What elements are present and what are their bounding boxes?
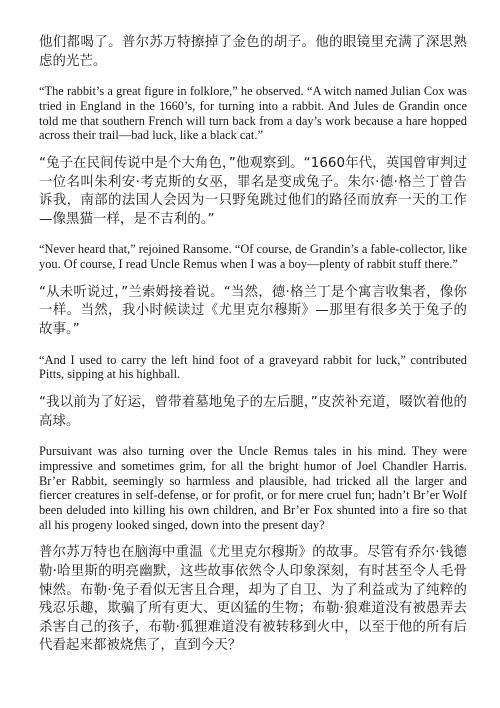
document-page <box>39 34 467 656</box>
paragraph-en-1: “The rabbit’s a great figure in folklore,” he observed. “A witch named Julian Cox was tried in England in the 1660’s, for turning into a rabbit. And Jules de Grandin once told me that southern French will turn back from a day’s work because a hare hopped across their trail—bad luck, like a black cat.” <box>39 84 467 143</box>
paragraph-en-3: “And I used to carry the left hind foot of a graveyard rabbit for luck,” contributed Pitts, sipping at his highball. <box>39 352 467 382</box>
paragraph-zh-5: 普尔苏万特也在脑海中重温《尤里克尔穆斯》的故事。尽管有乔尔·钱德勒·哈里斯的明亮幽默，这些故事依然令人印象深刻，有时甚至令人毛骨悚然。布勒·兔子看似无害且合理，却为了自卫、为了利益或为了纯粹的残忍乐趣，欺骗了所有更大、更凶猛的生物；布勒·狼难道没有被愚弄去杀害自己的孩子，布勒·狐狸难道没有被转移到火中，以至于他的所有后代看起来都被烧焦了，直到今天？ <box>39 545 467 654</box>
paragraph-zh-1: 他们都喝了。普尔苏万特擦掉了金色的胡子。他的眼镜里充满了深思熟虑的光芒。 <box>39 35 467 69</box>
paragraph-en-2: “Never heard that,” rejoined Ransome. “Of course, de Grandin’s a fable-collector, like you. Of course, I read Uncle Remus when I was a boy—plenty of rabbit stuff there.” <box>39 242 467 272</box>
paragraph-en-4: Pursuivant was also turning over the Uncle Remus tales in his mind. They were impressive and sometimes grim, for all the bright humor of Joel Chandler Harris. Br’er Rabbit, seemingly so harmless and plausible, had tricked all the larger and fiercer creatures in self-defense, or for profit, or for mere cruel fun; hadn’t Br’er Wolf been deluded into killing his own children, and Br’er Fox shunted into a fire so that all his progeny looked singed, down into the present day? <box>39 444 467 532</box>
paragraph-zh-3: “从未听说过，”兰索姆接着说。“当然，德·格兰丁是个寓言收集者，像你一样。当然，我小时候读过《尤里克尔穆斯》—那里有很多关于兔子的故事。” <box>39 284 467 337</box>
paragraph-zh-4: “我以前为了好运，曾带着墓地兔子的左后腿，”皮茨补充道，啜饮着他的高球。 <box>39 394 467 429</box>
paragraph-zh-2: “兔子在民间传说中是个大角色，”他观察到。“1660年代，英国曾审判过一位名叫朱利安·考克斯的女巫，罪名是变成兔子。朱尔·德·格兰丁曾告诉我，南部的法国人会因为一只野兔跳过他们的路径而放弃一天的工作—像黑猫一样，是不吉利的。” <box>39 156 467 227</box>
